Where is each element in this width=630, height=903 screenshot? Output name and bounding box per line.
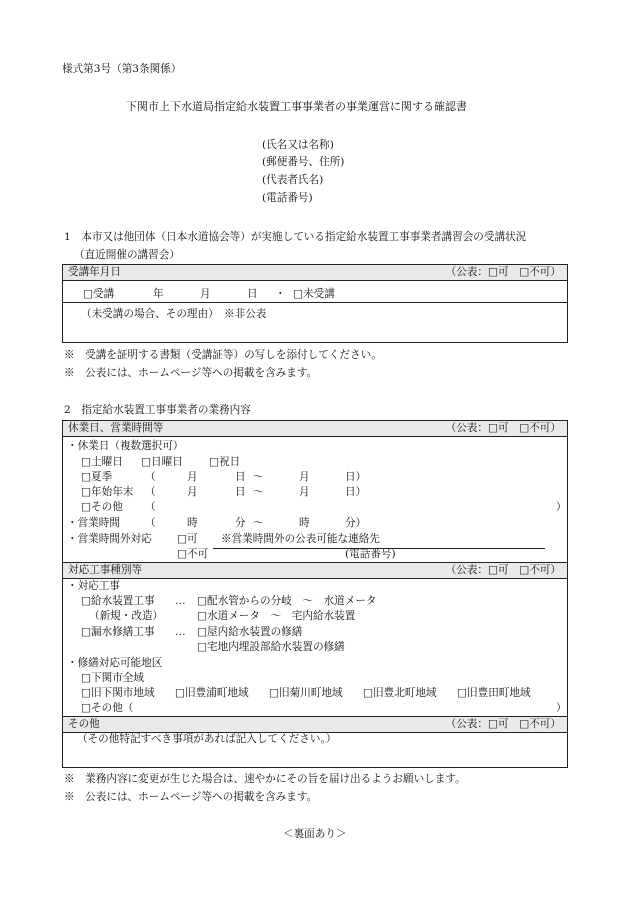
hours-label: 休業日、営業時間等 [68, 422, 164, 434]
applicant-representative-label: (代表者氏名) [262, 174, 324, 186]
applicant-name-label: (氏名又は名称) [262, 139, 334, 151]
section2-note-change: ※ 業務内容に変更が生じた場合は、速やかにその旨を届け出るようお願いします。 [64, 773, 466, 785]
area-shimonoseki-checkbox[interactable]: □旧下関市地域 [81, 687, 155, 699]
section1-heading: 1 本市又は他団体（日本水道協会等）が実施している指定給水装置工事事業者講習会の受講状況 [64, 231, 527, 243]
holidays-label: ・休業日（複数選択可） [67, 440, 184, 452]
newyear-checkbox[interactable]: □年始年末 [81, 486, 134, 498]
area-hohoku-checkbox[interactable]: □旧豊北町地域 [363, 687, 437, 699]
work-types-label: 対応工事種別等 [68, 564, 143, 576]
other-holiday-checkbox[interactable]: □その他 [81, 501, 123, 513]
other-header [63, 716, 567, 733]
buried-repair-checkbox[interactable]: □宅地内埋設部給水装置の修繕 [197, 641, 345, 653]
month-label: 月 [200, 288, 211, 300]
section2-heading: 2 指定給水装置工事事業者の業務内容 [64, 404, 251, 416]
business-hours-label: ・営業時間 [67, 517, 120, 529]
summer-from-month: 月 [187, 471, 198, 483]
not-attended-checkbox[interactable]: □未受講 [293, 288, 335, 300]
close-minute-label: 分） [345, 517, 367, 529]
after-hours-contact-label: ※営業時間外の公表可能な連絡先 [221, 533, 380, 545]
area-toyota-checkbox[interactable]: □旧豊田町地域 [457, 687, 531, 699]
summer-checkbox[interactable]: □夏季 [81, 471, 113, 483]
area-all-checkbox[interactable]: □下関市全域 [81, 672, 144, 684]
indoor-repair-checkbox[interactable]: □屋内給水装置の修繕 [197, 626, 303, 638]
hours-tilde: ～ [253, 517, 264, 529]
summer-to-day: 日） [345, 471, 367, 483]
form-number: 様式第3号（第3条関係） [62, 63, 182, 75]
other-public-checkbox[interactable]: （公表：□可 □不可） [445, 718, 561, 730]
other-holiday-paren-open: （ [145, 501, 156, 513]
section2-note-public: ※ 公表には、ホームページ等への掲載を含みます。 [64, 791, 318, 803]
supply-dots: … [175, 595, 186, 607]
attendance-table-header [63, 265, 567, 281]
attendance-public-checkbox[interactable]: （公表：□可 □不可） [445, 266, 561, 278]
day-label: 日 [247, 288, 258, 300]
supply-work-checkbox[interactable]: □給水装置工事 [81, 595, 155, 607]
meter-checkbox[interactable]: □水道メータ ～ 宅内給水装置 [197, 610, 356, 622]
summer-tilde: ～ [253, 471, 264, 483]
other-holiday-paren-close: ） [556, 501, 567, 513]
other-notes-field[interactable]: （その他特記すべき事項があれば記入してください。） [77, 733, 337, 745]
after-hours-possible-checkbox[interactable]: □可 [177, 533, 198, 545]
summer-to-month: 月 [299, 471, 310, 483]
after-hours-label: ・営業時間外対応 [67, 533, 152, 545]
attendance-table [62, 264, 568, 343]
section1-subheading: （直近開催の講習会） [74, 249, 180, 261]
area-toyoura-checkbox[interactable]: □旧豊浦町地域 [175, 687, 249, 699]
back-page-note: ＜裏面あり＞ [283, 828, 347, 840]
sunday-checkbox[interactable]: □日曜日 [141, 456, 183, 468]
section1-note-certificate: ※ 受講を証明する書類（受講証等）の写しを添付してください。 [64, 349, 382, 361]
contact-underline [213, 548, 545, 549]
leak-repair-checkbox[interactable]: □漏水修繕工事 [81, 626, 155, 638]
area-kikugawa-checkbox[interactable]: □旧菊川町地域 [269, 687, 343, 699]
separator-dot: ・ [275, 288, 286, 300]
summer-from-day: 日 [235, 471, 246, 483]
other-label: その他 [68, 718, 100, 730]
area-other-paren-close: ） [556, 702, 567, 714]
section1-note-public: ※ 公表には、ホームページ等への掲載を含みます。 [64, 367, 318, 379]
close-hour-label: 時 [299, 517, 310, 529]
area-other-checkbox[interactable]: □その他（ [81, 702, 134, 714]
applicant-address-label: (郵便番号、住所) [262, 156, 345, 168]
applicant-phone-label: (電話番号) [262, 192, 313, 204]
work-label: ・対応工事 [67, 580, 120, 592]
saturday-checkbox[interactable]: □土曜日 [81, 456, 123, 468]
hours-public-checkbox[interactable]: （公表：□可 □不可） [445, 422, 561, 434]
leak-dots: … [175, 626, 186, 638]
national-holiday-checkbox[interactable]: □祝日 [209, 456, 241, 468]
branch-checkbox[interactable]: □配水管からの分岐 ～ 水道メータ [197, 595, 377, 607]
newyear-paren-open: （ [145, 486, 156, 498]
business-table [62, 420, 568, 768]
after-hours-phone-label: (電話番号) [345, 548, 396, 560]
open-hour-label: 時 [187, 517, 198, 529]
newyear-from-day: 日 [235, 486, 246, 498]
newyear-to-month: 月 [299, 486, 310, 498]
row-divider [63, 302, 567, 303]
repair-area-label: ・修繕対応可能地区 [67, 657, 163, 669]
document-title: 下関市上下水道局指定給水装置工事事業者の事業運営に関する確認書 [126, 100, 467, 113]
not-attended-reason-field[interactable]: （未受講の場合、その理由） ※非公表 [81, 308, 267, 320]
work-types-header [63, 562, 567, 579]
year-label: 年 [153, 288, 164, 300]
newyear-to-day: 日） [345, 486, 367, 498]
attendance-date-label: 受講年月日 [68, 266, 121, 278]
after-hours-impossible-checkbox[interactable]: □不可 [177, 548, 209, 560]
attended-checkbox[interactable]: □受講 [83, 288, 115, 300]
hours-header [63, 421, 567, 437]
newyear-tilde: ～ [253, 486, 264, 498]
work-types-public-checkbox[interactable]: （公表：□可 □不可） [445, 564, 561, 576]
summer-paren-open: （ [145, 471, 156, 483]
new-modification-label: （新規・改造） [89, 610, 164, 622]
open-minute-label: 分 [235, 517, 246, 529]
newyear-from-month: 月 [187, 486, 198, 498]
business-hours-paren-open: （ [145, 517, 156, 529]
